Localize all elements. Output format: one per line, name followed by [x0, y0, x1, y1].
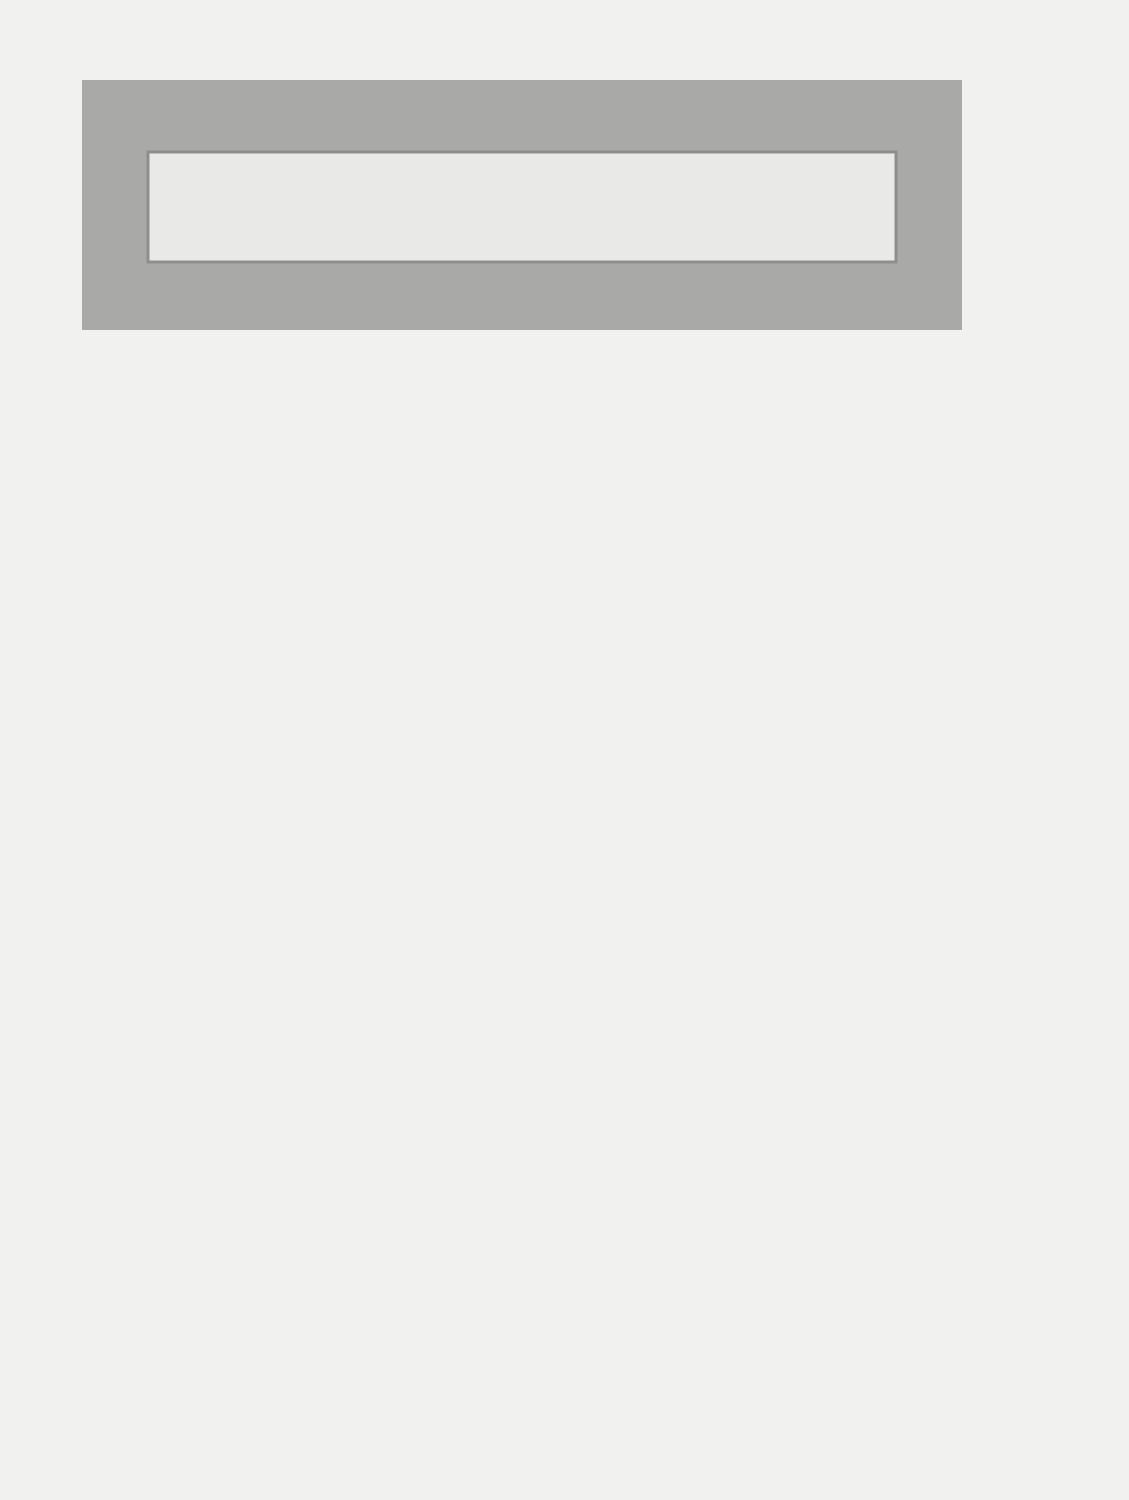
section-heading — [98, 462, 958, 490]
title-banner — [82, 80, 962, 330]
table-of-contents — [98, 452, 958, 492]
leaf-border-ornament — [82, 80, 962, 330]
